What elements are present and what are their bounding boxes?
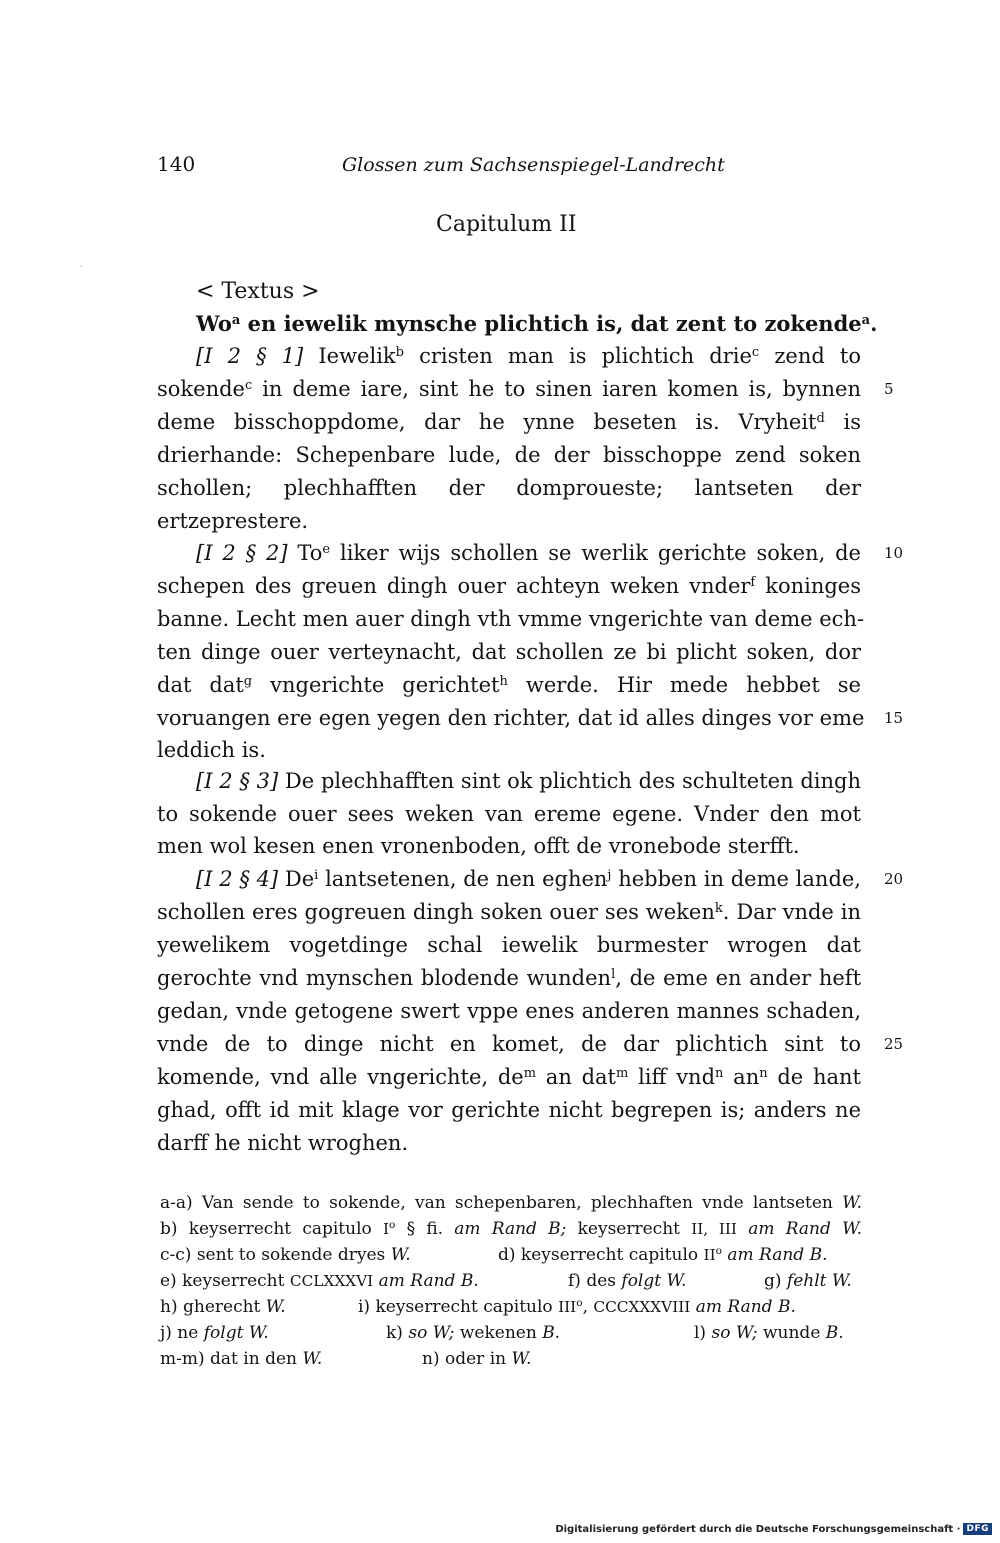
text-line: voruangen ere egen yegen den richter, dat id alles dinges vor eme bbox=[157, 706, 865, 730]
text-line: yewelikem vogetdinge schal iewelik burmester wrogen dat bbox=[157, 933, 861, 957]
text-line: leddich is. bbox=[157, 738, 266, 762]
text-line: [I 2 § 2] To$^e$ liker wijs schollen se werlik gerichte soken, de bbox=[196, 541, 861, 565]
text-line: ghad, offt id mit klage vor gerichte nicht begrepen is; anders ne bbox=[157, 1098, 861, 1122]
footnote: m-m) dat in den W. bbox=[160, 1349, 323, 1369]
digitization-credit bbox=[555, 1523, 992, 1535]
footnote: g) fehlt W. bbox=[764, 1271, 852, 1291]
running-head bbox=[157, 152, 863, 180]
text-line: [I 2 § 4] De$^i$ lantsetenen, de nen eghen$^j$ hebben in deme lande, bbox=[196, 867, 861, 891]
footnote-row bbox=[160, 1242, 862, 1268]
line-number: 5 bbox=[884, 380, 894, 398]
footnote: f) des folgt W. bbox=[568, 1271, 687, 1291]
footnote: e) keyserrecht CCLXXXVI am Rand B. bbox=[160, 1271, 479, 1291]
text-line: gedan, vnde getogene swert vppe enes anderen mannes schaden, bbox=[157, 999, 861, 1023]
line-number: 20 bbox=[884, 870, 904, 888]
scan-speck: · bbox=[80, 262, 83, 271]
line-number: 10 bbox=[884, 544, 904, 562]
text-line: sokende$^c$ in deme iare, sint he to sinen iaren komen is, bynnen bbox=[157, 377, 861, 401]
text-line: men wol kesen enen vronenboden, offt de vronebode sterfft. bbox=[157, 834, 800, 858]
digitization-note: Digitalisierung gefördert durch die Deutsche Forschungsgemeinschaft · bbox=[555, 1523, 961, 1535]
text-line: [I 2 § 3] De plechhafften sint ok plichtich des schulteten dingh bbox=[196, 769, 861, 793]
footnote: b) keyserrecht capitulo $I^o$ § fi. am Rand B; keyserrecht II, III am Rand W. bbox=[160, 1219, 862, 1239]
text-line: [I 2 § 1] Iewelik$^b$ cristen man is plichtich drie$^c$ zend to bbox=[196, 344, 861, 368]
page-number: 140 bbox=[157, 152, 196, 176]
footnote: k) so W; wekenen B. bbox=[386, 1323, 561, 1343]
text-line: to sokende ouer sees weken van ereme egene. Vnder den mot bbox=[157, 802, 861, 826]
line-number: 25 bbox=[884, 1035, 904, 1053]
section-heading: Wo$^a$ en iewelik mynsche plichtich is, dat zent to zokende$^a$. bbox=[196, 311, 878, 336]
text-line: gerochte vnd mynschen blodende wunden$^l$, de eme en ander heft bbox=[157, 966, 862, 990]
text-line: darff he nicht wroghen. bbox=[157, 1131, 409, 1155]
footnote-row bbox=[160, 1346, 862, 1372]
footnote: l) so W; wunde B. bbox=[694, 1323, 844, 1343]
text-line: schollen eres gogreuen dingh soken ouer ses weken$^k$. Dar vnde in bbox=[157, 900, 861, 924]
running-title: Glossen zum Sachsenspiegel-Landrecht bbox=[342, 154, 725, 176]
text-line: komende, vnd alle vngerichte, $de^m$ an dat$^m$ liff vnd$^n$ $an^n$ de hant bbox=[157, 1065, 861, 1089]
text-line: banne. Lecht men auer dingh vth vmme vngerichte van deme ech- bbox=[157, 607, 865, 631]
line-number: 15 bbox=[884, 709, 904, 727]
footnote: h) gherecht W. bbox=[160, 1297, 286, 1317]
footnote: i) keyserrecht capitulo III$^o$, CCCXXXVIII am Rand B. bbox=[358, 1297, 796, 1317]
footnote-row bbox=[160, 1320, 862, 1346]
text-line: deme bisschoppdome, dar he ynne beseten is. Vryheit$^d$ is bbox=[157, 410, 861, 434]
footnote: a-a) Van sende to sokende, van schepenbaren, plechhaften vnde lantseten W. bbox=[160, 1193, 862, 1213]
text-line: schepen des greuen dingh ouer achteyn weken vnder$^f$ koninges bbox=[157, 574, 861, 598]
text-line: schollen; plechhafften der domproueste; lantseten der bbox=[157, 476, 861, 500]
footnote: n) oder in W. bbox=[422, 1349, 532, 1369]
text-line: drierhande: Schepenbare lude, de der bisschoppe zend soken bbox=[157, 443, 861, 467]
chapter-title: Capitulum II bbox=[436, 212, 577, 237]
text-line: vnde de to dinge nicht en komet, de dar plichtich sint to bbox=[157, 1032, 861, 1056]
text-line: ertzeprestere. bbox=[157, 509, 309, 533]
footnote: j) ne folgt W. bbox=[160, 1323, 269, 1343]
footnote-row bbox=[160, 1268, 862, 1294]
footnote: c-c) sent to sokende dryes W. bbox=[160, 1245, 411, 1265]
text-line: ten dinge ouer verteynacht, dat schollen ze bi plicht soken, dor bbox=[157, 640, 861, 664]
dfg-logo: DFG bbox=[963, 1523, 992, 1535]
text-line: dat dat$^g$ vngerichte gerichtet$^h$ werde. Hir mede hebbet se bbox=[157, 673, 861, 697]
footnote: d) keyserrecht capitulo $II^o$ am Rand B. bbox=[498, 1245, 828, 1265]
footnote-row bbox=[160, 1294, 862, 1320]
textus-label: < Textus > bbox=[196, 279, 320, 304]
